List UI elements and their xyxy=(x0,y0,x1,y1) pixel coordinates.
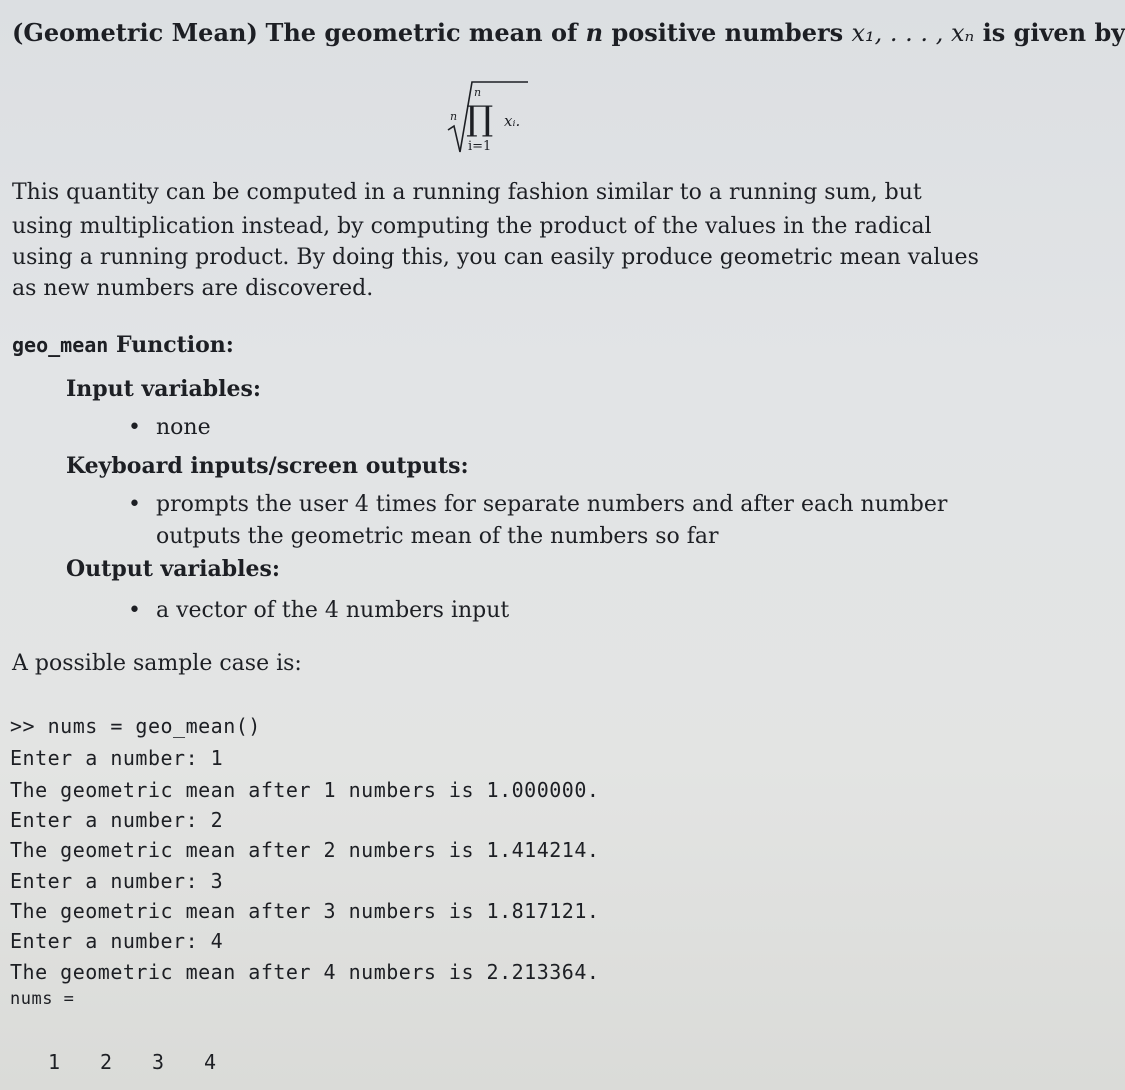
code-line-4: Enter a number: 2 xyxy=(10,808,224,832)
root-index: n xyxy=(450,110,458,123)
result-value-2: 2 xyxy=(100,1050,113,1074)
code-line-3: The geometric mean after 1 numbers is 1.000000. xyxy=(10,778,600,802)
input-variables-title: Input variables: xyxy=(66,376,261,402)
definition-text-a: The geometric mean of xyxy=(265,18,586,47)
paragraph-line-1: This quantity can be computed in a running fashion similar to a running sum, but xyxy=(12,180,922,205)
code-line-8: Enter a number: 4 xyxy=(10,929,224,953)
product-upper-limit: n xyxy=(474,86,482,99)
code-line-7: The geometric mean after 3 numbers is 1.817121. xyxy=(10,899,600,923)
definition-heading xyxy=(12,18,1125,47)
paragraph-line-2: using multiplication instead, by computing the product of the values in the radical xyxy=(12,214,932,239)
product-operator: ∏ xyxy=(466,99,494,139)
output-item: • a vector of the 4 numbers input xyxy=(156,598,509,623)
definition-text-b: positive numbers xyxy=(603,18,852,47)
code-line-1: >> nums = geo_mean() xyxy=(10,714,261,738)
paragraph-line-4: as new numbers are discovered. xyxy=(12,276,374,301)
function-heading-suffix: Function: xyxy=(108,332,234,358)
input-item-none: • none xyxy=(156,415,211,440)
definition-n: n xyxy=(585,18,604,47)
output-variables-title: Output variables: xyxy=(66,556,281,582)
code-line-2: Enter a number: 1 xyxy=(10,746,224,770)
product-lower-limit: i=1 xyxy=(468,139,492,154)
code-line-10: nums = xyxy=(10,989,75,1009)
code-line-6: Enter a number: 3 xyxy=(10,869,224,893)
geometric-mean-formula xyxy=(446,80,566,160)
result-value-3: 3 xyxy=(152,1050,165,1074)
code-line-9: The geometric mean after 4 numbers is 2.213364. xyxy=(10,960,600,984)
definition-label: (Geometric Mean) xyxy=(12,18,258,47)
sample-intro: A possible sample case is: xyxy=(12,651,302,676)
function-heading xyxy=(12,332,234,358)
function-name: geo_mean xyxy=(12,333,109,357)
result-value-1: 1 xyxy=(48,1050,61,1074)
result-value-4: 4 xyxy=(204,1050,217,1074)
definition-text-c: is given by xyxy=(974,18,1125,47)
code-line-5: The geometric mean after 2 numbers is 1.414214. xyxy=(10,838,600,862)
product-term: xᵢ. xyxy=(504,112,521,130)
keyboard-item-line-1: • prompts the user 4 times for separate numbers and after each number xyxy=(156,492,947,517)
paragraph-line-3: using a running product. By doing this, you can easily produce geometric mean values xyxy=(12,245,979,270)
definition-vars: x₁, . . . , xₙ xyxy=(851,19,975,47)
keyboard-item-line-2: outputs the geometric mean of the numbers so far xyxy=(156,524,719,549)
keyboard-title: Keyboard inputs/screen outputs: xyxy=(66,453,469,479)
